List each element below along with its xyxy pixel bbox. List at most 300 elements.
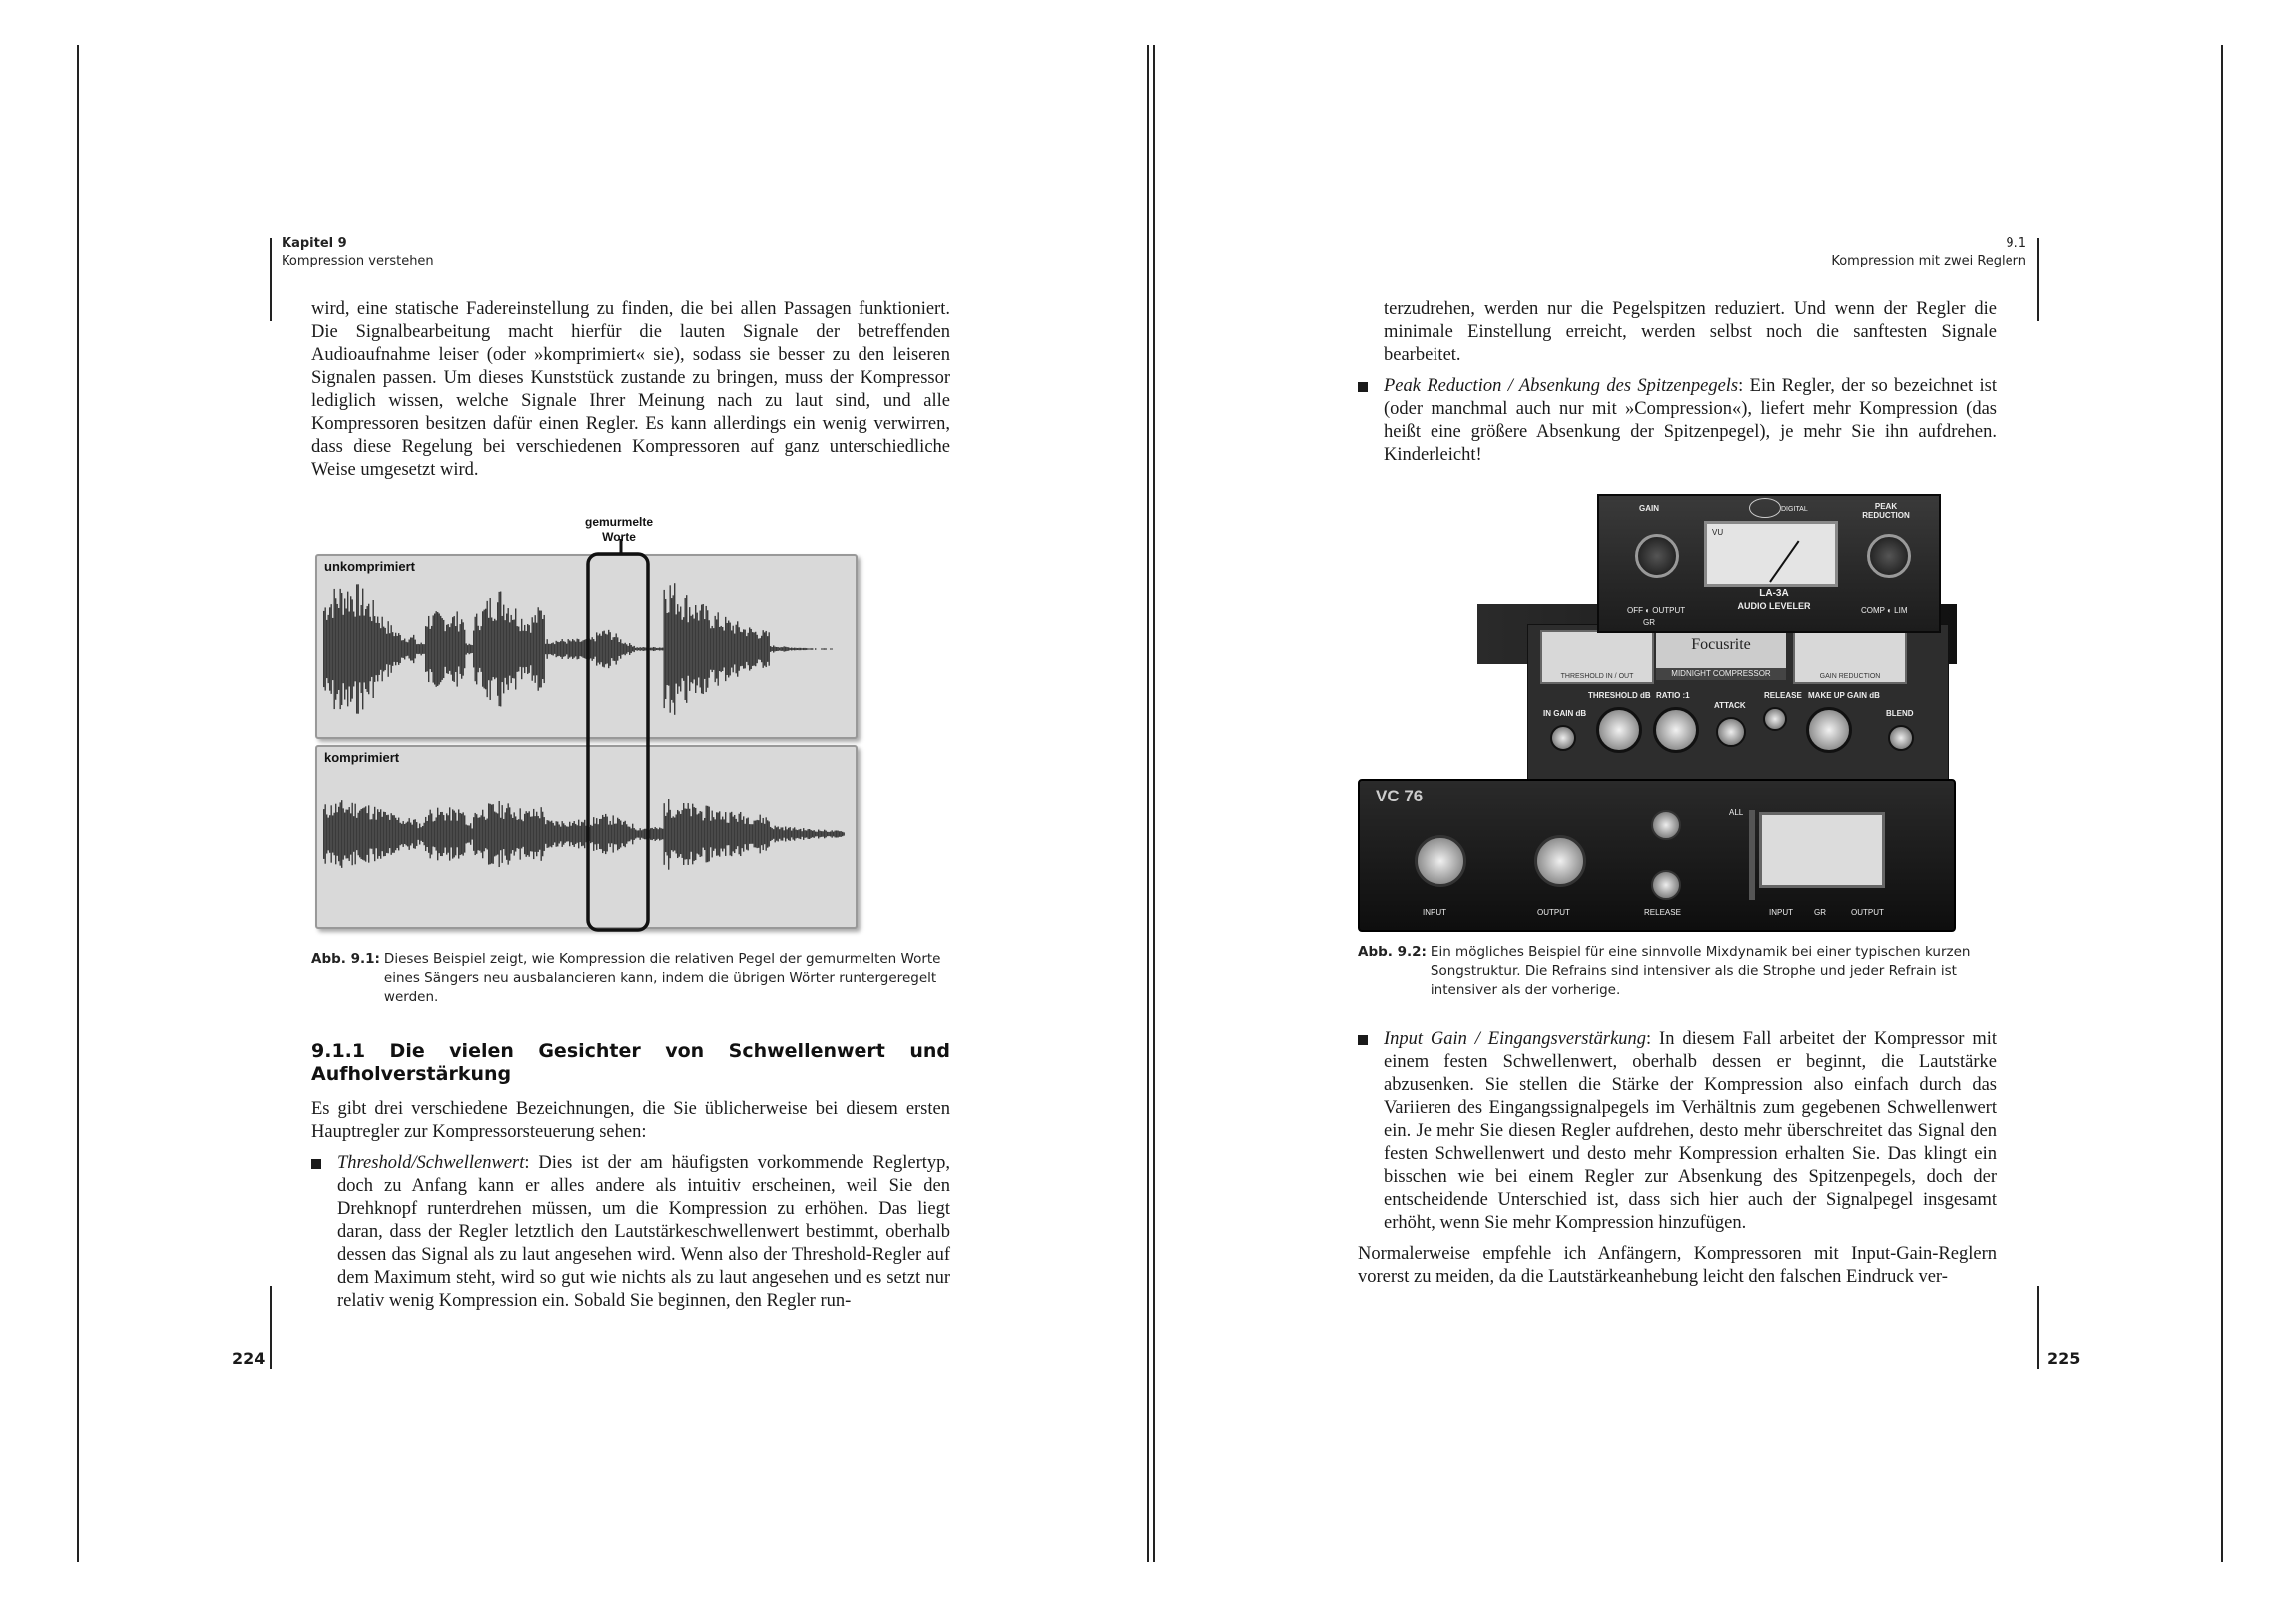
waveform-sample [502, 805, 503, 863]
waveform-sample [430, 629, 431, 669]
right-footer-rule [2037, 1286, 2039, 1369]
waveform-sample [482, 611, 483, 686]
vc76-name: VC 76 [1376, 787, 1424, 805]
waveform-sample [592, 637, 593, 661]
waveform-sample [388, 815, 389, 854]
waveform-sample [826, 648, 827, 649]
waveform-sample [775, 826, 776, 843]
waveform-sample [542, 619, 543, 679]
waveform-sample [340, 589, 341, 709]
waveform-sample [404, 639, 405, 660]
waveform-sample [710, 821, 711, 848]
waveform-sample [518, 819, 519, 849]
waveform-sample [562, 639, 563, 659]
waveform-sample [382, 817, 383, 851]
la3a-peak-label: PEAK REDUCTION [1862, 502, 1910, 520]
waveform-sample [640, 647, 641, 651]
waveform-sample [797, 830, 798, 838]
waveform-sample [655, 647, 656, 650]
waveform-sample [406, 823, 407, 846]
waveform-sample [398, 633, 399, 665]
waveform-sample [419, 644, 420, 654]
waveform-sample [632, 824, 633, 845]
focusrite-meter-left [1540, 630, 1654, 684]
bullet-threshold-term: Threshold/Schwellenwert [337, 1153, 525, 1173]
label-compressed: komprimiert [324, 750, 400, 765]
waveform-sample [776, 647, 777, 651]
waveform-sample [767, 636, 768, 662]
waveform-sample [763, 818, 764, 850]
la3a-peak-knob[interactable] [1867, 534, 1911, 578]
waveform-sample [346, 608, 347, 689]
waveform-sample [826, 831, 827, 838]
waveform-sample [478, 626, 479, 672]
waveform-sample [415, 640, 416, 659]
waveform-sample [659, 647, 660, 650]
waveform-sample [686, 809, 687, 859]
waveform-sample [611, 825, 612, 844]
attack-knob[interactable] [1716, 717, 1746, 747]
waveform-sample [536, 623, 537, 676]
blend-knob[interactable] [1888, 725, 1914, 751]
ua-logo-icon [1749, 498, 1781, 518]
waveform-sample [608, 825, 609, 844]
waveform-sample [604, 631, 605, 668]
waveform-sample [761, 636, 762, 662]
waveform-sample [338, 608, 339, 690]
waveform-sample [494, 812, 495, 857]
waveform-sample [773, 829, 774, 839]
waveform-sample [664, 803, 665, 865]
waveform-sample [686, 595, 687, 703]
waveform-sample [485, 820, 486, 848]
waveform-sample [608, 630, 609, 668]
waveform-sample [613, 637, 614, 661]
waveform-sample [467, 825, 468, 842]
vc76-output-knob[interactable] [1534, 835, 1586, 887]
waveform-sample [455, 626, 456, 672]
waveform-sample [389, 633, 390, 665]
waveform-sample [385, 628, 386, 670]
waveform-sample [761, 823, 762, 845]
left-intro-text [311, 298, 950, 490]
waveform-sample [478, 818, 479, 851]
waveform-sample [743, 629, 744, 668]
waveform-sample [656, 648, 657, 650]
waveform-sample [550, 822, 551, 847]
waveform-sample [724, 631, 725, 668]
waveform-sample [827, 832, 828, 836]
bullet-peak-reduction [1358, 375, 1997, 467]
waveform-sample [694, 619, 695, 680]
waveform-sample [614, 637, 615, 661]
waveform-sample [334, 813, 335, 855]
waveform-sample [650, 828, 651, 840]
vc76-release-knob[interactable] [1651, 870, 1681, 900]
waveform-sample [728, 621, 729, 678]
waveform-sample [395, 633, 396, 666]
makeup-knob-label: MAKE UP GAIN dB [1808, 691, 1880, 700]
waveform-sample [359, 616, 360, 683]
waveform-sample [541, 611, 542, 688]
waveform-sample [496, 813, 497, 856]
waveform-sample [661, 828, 662, 839]
waveform-sample [703, 820, 704, 847]
waveform-sample [715, 616, 716, 682]
waveform-sample [347, 592, 348, 707]
waveform-sample [538, 816, 539, 852]
waveform-sample [617, 818, 618, 851]
waveform-sample [368, 805, 369, 862]
waveform-sample [437, 612, 438, 686]
waveform-sample [734, 634, 735, 665]
waveform-sample [448, 815, 449, 852]
figure-9-2 [1358, 494, 1957, 933]
waveform-sample [782, 647, 783, 651]
waveform-sample [629, 643, 630, 655]
waveform-sample [799, 648, 800, 650]
waveform-sample [601, 819, 602, 849]
vc76-attack-knob[interactable] [1651, 810, 1681, 840]
waveform-sample [424, 644, 425, 654]
waveform-sample [413, 635, 414, 663]
waveform-sample [350, 596, 351, 701]
waveform-sample [398, 818, 399, 851]
waveform-sample [458, 632, 459, 667]
waveform-sample [512, 818, 513, 850]
waveform-sample [601, 636, 602, 662]
waveform-sample [335, 804, 336, 865]
waveform-sample [401, 824, 402, 844]
waveform-sample [503, 605, 504, 694]
waveform-sample [724, 819, 725, 848]
waveform-sample [359, 811, 360, 858]
waveform-sample [466, 825, 467, 844]
waveform-sample [457, 821, 458, 848]
waveform-sample [800, 648, 801, 650]
waveform-sample [490, 598, 491, 700]
waveform-sample [419, 824, 420, 845]
waveform-sample [670, 810, 671, 858]
waveform-sample [817, 832, 818, 837]
waveform-sample [676, 614, 677, 683]
waveform-sample [764, 824, 765, 844]
waveform-sample [430, 810, 431, 859]
makeup-knob[interactable] [1806, 707, 1852, 753]
waveform-sample [355, 804, 356, 865]
waveform-sample [460, 624, 461, 674]
left-header-rule [270, 238, 272, 321]
waveform-sample [682, 620, 683, 678]
waveform-sample [796, 830, 797, 839]
waveform-sample [739, 814, 740, 855]
waveform-sample [787, 647, 788, 651]
waveform-sample [542, 812, 543, 857]
caption-9-2 [1358, 943, 1997, 1000]
waveform-sample [403, 821, 404, 847]
waveform-sample [458, 809, 459, 858]
page-number-right: 225 [2047, 1349, 2081, 1368]
vc76-ratio-slider[interactable] [1749, 810, 1755, 900]
waveform-sample [434, 613, 435, 684]
waveform-sample [556, 821, 557, 846]
waveform-sample [358, 813, 359, 855]
vc76-meter-input: INPUT [1769, 908, 1793, 917]
waveform-sample [698, 621, 699, 678]
waveform-sample [727, 623, 728, 675]
waveform-sample [757, 820, 758, 848]
waveform-sample [682, 810, 683, 858]
waveform-sample [329, 815, 330, 853]
waveform-sample [830, 648, 831, 649]
right-paragraph-1: terzudrehen, werden nur die Pegelspitzen reduziert. Und wenn der Regler die minimale Einstellung erreicht, werden selbst noch die sanftesten Signale bearbeitet. [1384, 299, 1997, 365]
focusrite-meter-right [1793, 630, 1907, 684]
waveform-sample [616, 824, 617, 845]
waveform-sample [563, 823, 564, 844]
waveform-sample [446, 813, 447, 854]
waveform-sample [334, 589, 335, 709]
waveform-sample [685, 598, 686, 700]
waveform-sample [485, 609, 486, 690]
waveform-sample [526, 811, 527, 857]
waveform-sample [427, 627, 428, 672]
waveform-sample [623, 822, 624, 846]
waveform-sample [527, 813, 528, 855]
section-title: Kompression mit zwei Reglern [1831, 254, 2026, 268]
waveform-sample [787, 829, 788, 838]
waveform-sample [620, 821, 621, 848]
waveform-sample [445, 820, 446, 847]
waveform-sample [733, 817, 734, 852]
waveform-sample [578, 820, 579, 849]
vc76-meter-gr: GR [1814, 908, 1826, 917]
ratio-knob[interactable] [1653, 707, 1699, 753]
left-section-body [311, 1030, 950, 1321]
waveform-sample [739, 627, 740, 671]
waveform-sample [842, 832, 843, 836]
waveform-sample [565, 825, 566, 843]
waveform-sample [421, 827, 422, 841]
waveform-sample [665, 599, 666, 699]
in-gain-knob[interactable] [1550, 725, 1576, 751]
caption-label: Abb. 9.2: [1358, 944, 1427, 960]
waveform-sample [476, 614, 477, 685]
waveform-sample [403, 640, 404, 658]
waveform-sample [679, 811, 680, 856]
waveform-sample [335, 598, 336, 700]
waveform-sample [439, 815, 440, 853]
chapter-title: Kompression verstehen [282, 254, 434, 268]
waveform-sample [469, 644, 470, 654]
waveform-sample [499, 801, 500, 867]
waveform-sample [356, 818, 357, 850]
waveform-sample [443, 620, 444, 678]
waveform-sample [670, 585, 671, 712]
waveform-sample [365, 806, 366, 861]
waveform-sample [469, 825, 470, 842]
waveform-sample [662, 648, 663, 651]
waveform-sample [566, 826, 567, 841]
waveform-sample [715, 819, 716, 848]
waveform-sample [706, 806, 707, 863]
waveform-sample [656, 828, 657, 840]
waveform-sample [610, 632, 611, 666]
waveform-sample [554, 826, 555, 843]
waveform-sample [418, 828, 419, 840]
waveform-sample [326, 814, 327, 853]
waveform-sample [506, 614, 507, 685]
waveform-sample [539, 610, 540, 687]
waveform-sample [718, 813, 719, 856]
waveform-sample [371, 819, 372, 848]
vu-label: VU [1712, 528, 1724, 537]
waveform-sample [548, 820, 549, 847]
waveform-sample [427, 821, 428, 847]
waveform-sample [383, 812, 384, 857]
left-outer-rule [77, 45, 79, 1562]
waveform-sample [754, 632, 755, 665]
waveform-sample [547, 639, 548, 659]
waveform-sample [626, 644, 627, 653]
waveform-sample [548, 644, 549, 654]
waveform-sample [734, 815, 735, 853]
waveform-sample [496, 620, 497, 677]
waveform-sample [388, 621, 389, 677]
waveform-sample [452, 809, 453, 858]
vc76-unit [1358, 779, 1956, 932]
waveform-sample [581, 641, 582, 656]
waveform-sample [508, 608, 509, 690]
waveform-sample [350, 813, 351, 854]
waveform-sample [751, 824, 752, 844]
gain-reduction-label: GAIN REDUCTION [1819, 673, 1881, 680]
waveform-sample [554, 644, 555, 654]
waveform-sample [641, 648, 642, 651]
waveform-sample [725, 812, 726, 856]
waveform-sample [410, 637, 411, 660]
waveform-sample [778, 647, 779, 651]
waveform-sample [437, 808, 438, 861]
waveform-sample [365, 609, 366, 689]
waveform-sample [355, 617, 356, 682]
bullet-threshold-text: : Dies ist der am häufigsten vorkommende Reglertyp, doch zu Anfang kann er alles andere als intuitiv erscheinen, weil Sie den Drehknopf runterdrehen müssen, um die Kompression zu erhöhen. Das liegt daran, dass der Regler letztlich den Lautstärkeschwellenwert bestimmt, oberhalb dessen das Signal als zu laut angesehen wird. Wenn also der Threshold-Regler auf dem Maximum steht, wird so gut wie nichts als zu laut angesehen und es setzt nur relativ wenig Kompression ein. Sobald Sie beginnen, den Regler run- [337, 1153, 950, 1311]
waveform-sample [442, 618, 443, 680]
waveform-sample [772, 828, 773, 840]
waveform-sample [659, 828, 660, 841]
waveform-sample [593, 817, 594, 851]
waveform-sample [547, 820, 548, 848]
waveform-sample [593, 639, 594, 659]
waveform-sample [746, 818, 747, 849]
waveform-sample [626, 824, 627, 843]
waveform-sample [583, 640, 584, 658]
waveform-sample [772, 647, 773, 651]
waveform-sample [769, 821, 770, 846]
waveform-sample [607, 817, 608, 852]
waveform-sample [424, 823, 425, 845]
waveform-sample [635, 829, 636, 838]
waveform-sample [718, 612, 719, 685]
waveform-sample [673, 816, 674, 851]
waveform-sample [808, 648, 809, 649]
waveform-sample [821, 831, 822, 837]
waveform-sample [538, 607, 539, 690]
waveform-sample [652, 828, 653, 840]
vc76-input-knob[interactable] [1415, 835, 1466, 887]
left-running-header [282, 235, 434, 270]
threshold-knob[interactable] [1596, 707, 1642, 753]
waveform-sample [574, 640, 575, 657]
waveform-sample [752, 824, 753, 844]
waveform-sample [337, 812, 338, 856]
waveform-sample [634, 646, 635, 652]
waveform-sample [716, 812, 717, 855]
waveform-sample [674, 817, 675, 850]
blend-knob-label: BLEND [1886, 709, 1914, 718]
waveform-sample [404, 824, 405, 844]
waveform-sample [775, 647, 776, 652]
waveform-sample [379, 812, 380, 856]
waveform-sample [781, 827, 782, 840]
waveform-sample [736, 625, 737, 674]
waveform-sample [497, 602, 498, 696]
waveform-sample [376, 623, 377, 675]
waveform-sample [370, 617, 371, 681]
waveform-sample [830, 832, 831, 837]
chapter-label: Kapitel 9 [282, 236, 347, 251]
la3a-gain-knob[interactable] [1635, 534, 1679, 578]
waveform-sample [572, 639, 573, 659]
bullet-peak-term: Peak Reduction / Absenkung des Spitzenpegels [1384, 376, 1739, 396]
waveform-sample [844, 832, 845, 835]
waveform-sample [596, 632, 597, 665]
waveform-sample [707, 806, 708, 862]
waveform-sample [755, 632, 756, 666]
waveform-sample [407, 642, 408, 656]
waveform-sample [730, 623, 731, 676]
waveform-sample [431, 626, 432, 672]
waveform-sample [814, 830, 815, 838]
waveform-sample [409, 818, 410, 850]
waveform-sample [733, 626, 734, 673]
waveform-sample [643, 829, 644, 838]
waveform-sample [688, 803, 689, 865]
waveform-sample [790, 827, 791, 841]
waveform-sample [512, 620, 513, 678]
caption-text: Dieses Beispiel zeigt, wie Kompression die relativen Pegel der gemurmelten Worte eines Sängers neu ausbalancieren kann, indem die übrigen Wörter runtergeregelt werden. [383, 951, 941, 1005]
waveform-sample [568, 639, 569, 659]
waveform-sample [815, 832, 816, 837]
waveform-sample [544, 817, 545, 851]
caption-text: Ein mögliches Beispiel für eine sinnvolle Mixdynamik bei einer typischen kurzen Songstruktur. Die Refrains sind intensiver als die Strophe und jeder Refrain ist intensiver als der vorherige. [1430, 944, 1971, 998]
waveform-sample [374, 616, 375, 682]
waveform-sample [368, 604, 369, 695]
waveform-sample [614, 824, 615, 844]
release-knob[interactable] [1763, 707, 1787, 731]
waveform-sample [386, 815, 387, 853]
waveform-sample [362, 808, 363, 859]
waveform-sample [352, 599, 353, 698]
waveform-sample [347, 810, 348, 859]
vc76-release-label: RELEASE [1644, 908, 1681, 917]
waveform-sample [341, 593, 342, 705]
waveform-sample [833, 832, 834, 837]
waveform-sample [677, 604, 678, 694]
waveform-sample [553, 643, 554, 656]
waveform-sample [706, 606, 707, 692]
caption-9-1 [311, 950, 950, 1007]
bullet-peak-text: : Ein Regler, der so bezeichnet ist (oder manchmal auch nur mit »Compression«), liefert mehr Kompression (das heißt eine größere Absenkung der Spitzenpegel), je mehr Sie ihn aufdrehen. Kinderleicht! [1384, 376, 1997, 465]
